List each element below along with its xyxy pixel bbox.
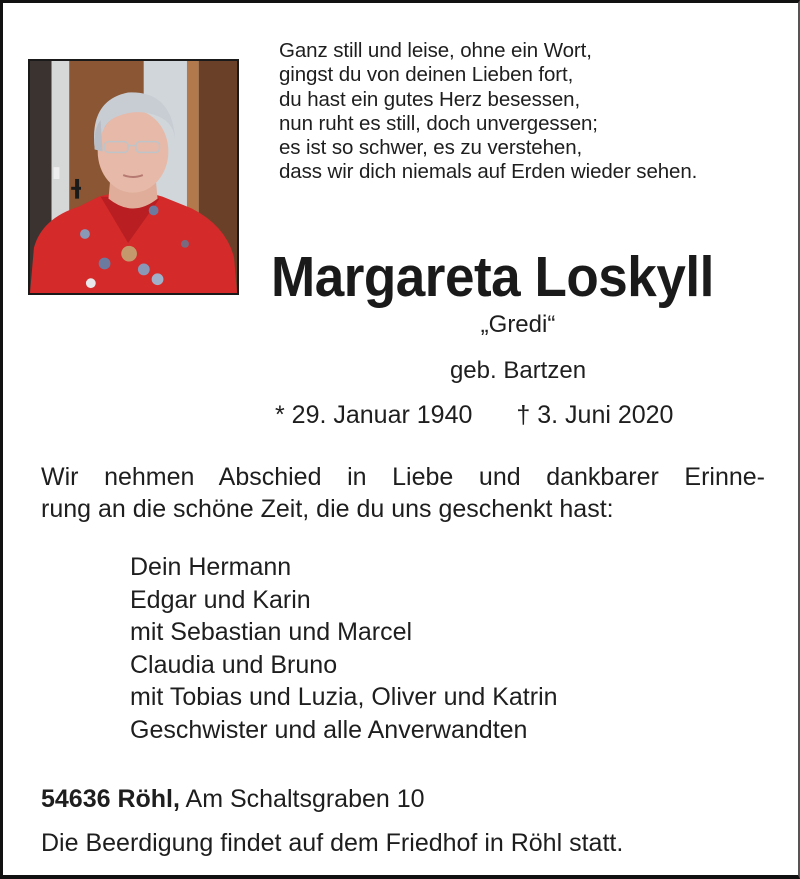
poem-line: gingst du von deinen Lieben fort, <box>279 63 574 87</box>
funeral-note: Die Beerdigung findet auf dem Friedhof in Röhl statt. <box>41 829 624 857</box>
mourner-item: Geschwister und alle Anverwandten <box>130 715 528 744</box>
maiden-name: geb. Bartzen <box>449 357 587 384</box>
mourners-list <box>130 551 558 746</box>
portrait-photo <box>28 59 239 295</box>
mourner-item: Claudia und Bruno <box>130 650 338 679</box>
farewell-line: Wir nehmen Abschied in Liebe und dankbarer Erinne- <box>41 463 765 491</box>
farewell-text <box>41 461 771 525</box>
deceased-name: Margareta Loskyll <box>271 245 714 309</box>
mourner-item: mit Tobias und Luzia, Oliver und Katrin <box>130 683 558 711</box>
poem-line: Ganz still und leise, ohne ein Wort, <box>279 39 592 62</box>
family-address <box>41 785 425 814</box>
address-street: Am Schaltsgraben 10 <box>179 785 425 813</box>
poem-line: nun ruht es still, doch unvergessen; <box>279 111 598 135</box>
death-date: † 3. Juni 2020 <box>516 401 674 429</box>
poem-line: du hast ein gutes Herz besessen, <box>279 87 581 111</box>
mourner-item: Edgar und Karin <box>130 585 311 614</box>
address-city: 54636 Röhl, <box>41 785 180 813</box>
portrait-image <box>30 61 237 293</box>
poem-line: dass wir dich niemals auf Erden wieder sehen. <box>279 160 698 184</box>
mourner-item: Dein Hermann <box>130 553 292 581</box>
deceased-nickname: „Gredi“ <box>480 311 556 338</box>
birth-date: * 29. Januar 1940 <box>275 401 473 429</box>
poem-line: es ist so schwer, es zu verstehen, <box>279 136 583 160</box>
life-dates <box>275 401 673 430</box>
mourner-item: mit Sebastian und Marcel <box>130 618 413 646</box>
farewell-line: rung an die schöne Zeit, die du uns geschenkt hast: <box>41 495 614 523</box>
memorial-poem <box>279 39 697 185</box>
